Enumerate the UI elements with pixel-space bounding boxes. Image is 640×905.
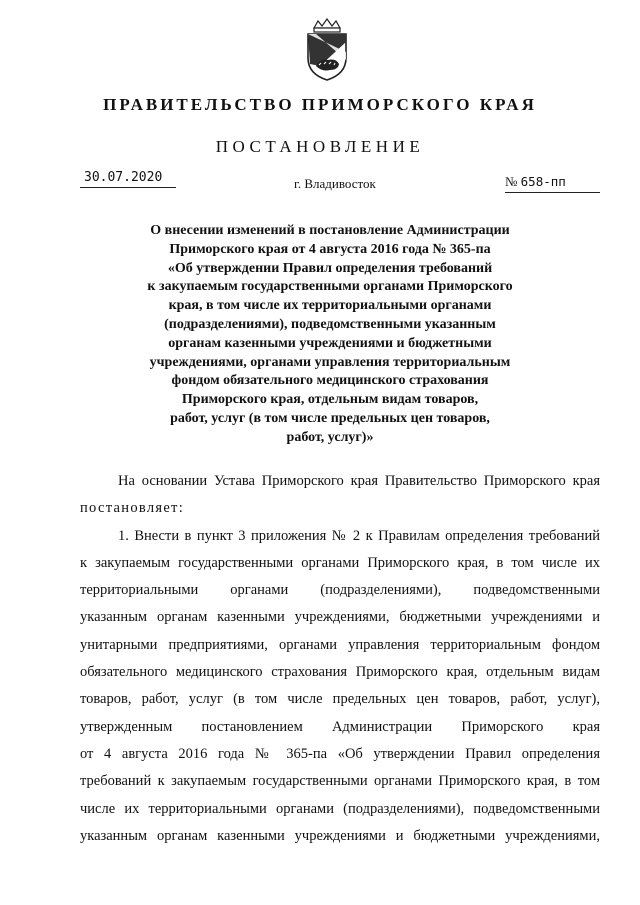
body-line: утвержденным постановлением Администрации Приморского края bbox=[80, 718, 600, 735]
body-line: товаров, работ, услуг (в том числе предельных цен товаров, работ, услуг), bbox=[80, 691, 600, 708]
body-line: обязательного медицинского страхования Приморского края, отдельным видам bbox=[80, 664, 600, 681]
body-line: постановляет: bbox=[80, 500, 185, 517]
body-line: унитарными предприятиями, органами управления территориальным фондом bbox=[80, 636, 600, 653]
heading-line: края, в том числе их территориальными органами bbox=[168, 298, 492, 314]
government-title: ПРАВИТЕЛЬСТВО ПРИМОРСКОГО КРАЯ bbox=[103, 95, 537, 114]
body-line: указанным органам казенными учреждениями и бюджетными учреждениями, bbox=[80, 827, 600, 844]
document-body bbox=[80, 468, 600, 850]
heading-line: Приморского края, отдельным видам товаров, bbox=[181, 392, 479, 408]
body-line: указанным органам казенными учреждениями, бюджетными учреждениями и bbox=[80, 609, 600, 626]
body-line: территориальными органами (подразделениями), подведомственными bbox=[80, 582, 600, 599]
document-number-field bbox=[505, 174, 600, 193]
document-type: ПОСТАНОВЛЕНИЕ bbox=[215, 137, 425, 156]
heading-line: работ, услуг)» bbox=[286, 429, 374, 445]
body-line: от 4 августа 2016 года № 365-па «Об утверждении Правил определения bbox=[80, 745, 600, 762]
body-line: 1. Внести в пункт 3 приложения № 2 к Правилам определения требований bbox=[118, 527, 600, 544]
body-line: к закупаемым государственными органами Приморского края, в том числе их bbox=[80, 554, 600, 571]
document-city: г. Владивосток bbox=[294, 176, 376, 191]
document-number: 658-пп bbox=[520, 174, 566, 189]
document-heading bbox=[60, 222, 600, 448]
heading-line: работ, услуг (в том числе предельных цен товаров, bbox=[170, 410, 490, 426]
heading-line: «Об утверждении Правил определения требований bbox=[167, 260, 493, 276]
heading-line: к закупаемым государственными органами Приморского bbox=[147, 279, 513, 295]
document-date: 30.07.2020 bbox=[80, 170, 176, 188]
heading-line: учреждениями, органами управления территориальным bbox=[149, 354, 511, 370]
heading-line: органам казенными учреждениями и бюджетными bbox=[168, 335, 492, 351]
heading-line: О внесении изменений в постановление Администрации bbox=[150, 223, 510, 238]
heading-line: фондом обязательного медицинского страхования bbox=[171, 373, 489, 389]
body-line: На основании Устава Приморского края Правительство Приморского края bbox=[118, 473, 600, 489]
heading-line: Приморского края от 4 августа 2016 года № 365-па bbox=[169, 241, 491, 257]
body-line: требований к закупаемым государственными органами Приморского края, в том bbox=[80, 773, 600, 790]
heading-line: (подразделениями), подведомственными указанным bbox=[164, 316, 496, 332]
number-prefix: № bbox=[505, 174, 518, 189]
body-line: числе их территориальными органами (подразделениями), подведомственными bbox=[80, 800, 600, 817]
coat-of-arms-icon bbox=[302, 18, 352, 82]
